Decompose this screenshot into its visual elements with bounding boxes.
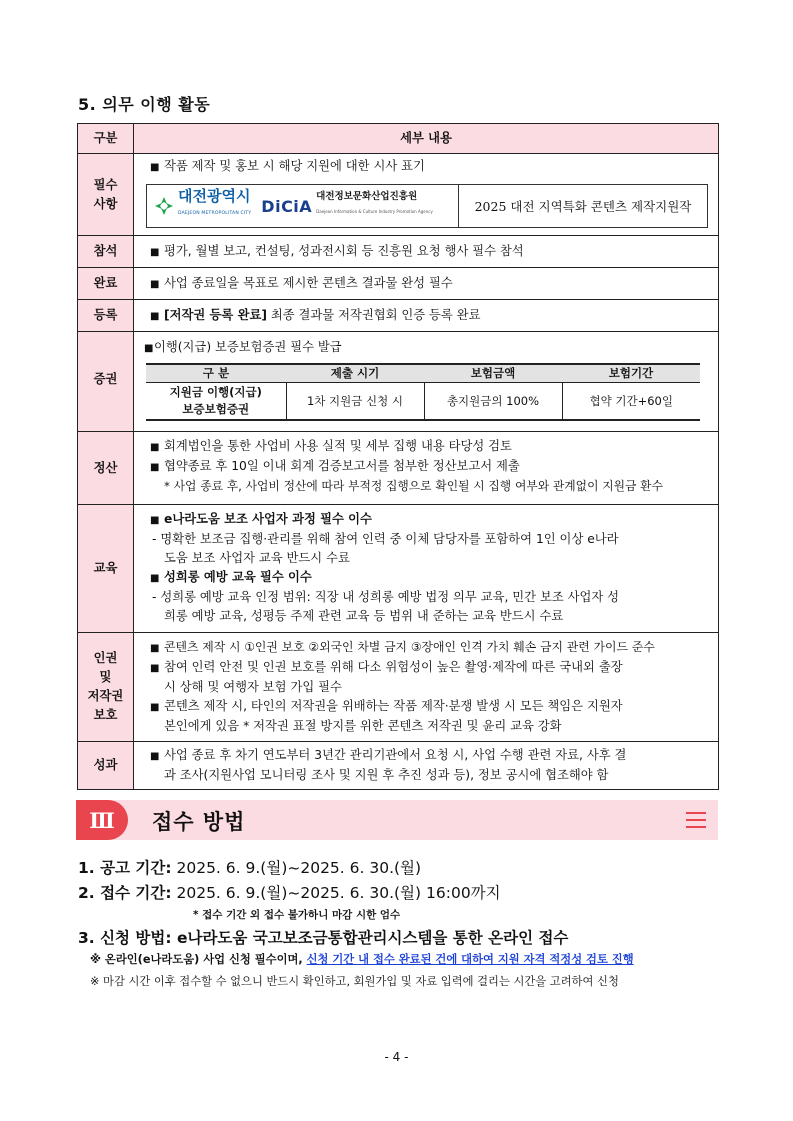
daejeon-city-logo: 대전광역시 DAEJEON METROPOLITAN CITY xyxy=(153,189,251,223)
daejeon-emblem-icon xyxy=(153,195,175,217)
obligation-table xyxy=(77,123,719,790)
deadline-note: * 접수 기간 외 접수 불가하니 마감 시한 엄수 xyxy=(193,909,401,921)
dicia-logo: DiCiA 대전정보문화산업진흥원 Daejeon Information & Culture Industry Promotion Agency xyxy=(261,191,433,216)
category-education: 교육 xyxy=(78,505,134,633)
review-link: 신청 기간 내 접수 완료된 건에 대하여 지원 자격 적정성 검토 진행 xyxy=(306,953,634,966)
bullet-icon: ■ xyxy=(150,643,160,654)
category-result: 성과 xyxy=(78,742,134,790)
section-heading: 접수 방법 xyxy=(152,810,246,834)
deadline-warning: ※ 마감 시간 이후 접수할 수 없으니 반드시 확인하고, 회원가입 및 자료 입력에 걸리는 시간을 고려하여 신청 xyxy=(90,975,619,988)
row-rights: 인권 및 저작권 보호 ■ 콘텐츠 제작 시 ①인권 보호 ②외국인 차별 금지 ③장애인 인격 가치 훼손 금지 관련 가이드 준수 ■ 참여 인력 안전 및 인권 보호를 위해 다소 위험성이 높은 촬영·제작에 따른 국내외 출장 시 상해 및 여행자 보험 가입 필수 ■ 콘텐츠 제작 시, 타인의 저작권을 위배하는 작품 제작·분쟁 발생 시 모든 책임은 지원자 본인에게 있음 * 저작권 표절 방지를 위한 콘텐츠 저작권 및 윤리 교육 강화 xyxy=(78,633,719,742)
category-attend: 참석 xyxy=(78,236,134,268)
category-settle: 정산 xyxy=(78,432,134,505)
row-attend: 참석 ■ 평가, 월별 보고, 컨설팅, 성과전시회 등 진흥원 요청 행사 필수 참석 xyxy=(78,236,719,268)
bullet-icon: ■ xyxy=(150,515,160,526)
bullet-icon: ■ xyxy=(150,663,160,674)
section-number: Ⅲ xyxy=(76,800,128,840)
online-note: ※ 온라인(e나라도움) 사업 신청 필수이며, 신청 기간 내 접수 완료된 건에 대하여 지원 자격 적정성 검토 진행 xyxy=(90,953,634,966)
row-settle: 정산 ■ 회계법인을 통한 사업비 사용 실적 및 세부 집행 내용 타당성 검토 ■ 협약종료 후 10일 이내 회계 검증보고서를 첨부한 정산보고서 제출 * 사업 종료 후, 사업비 정산에 따라 부적정 집행으로 확인될 시 집행 여부와 관계없이 지원금 환수 xyxy=(78,432,719,505)
header-detail: 세부 내용 xyxy=(134,124,719,154)
sponsor-logos xyxy=(147,185,459,227)
bullet-icon: ■ xyxy=(150,573,160,584)
row-education: 교육 ■ e나라도움 보조 사업자 과정 필수 이수 - 명확한 보조금 집행·관리를 위해 참여 인력 중 이체 담당자를 포함하여 1인 이상 e나라 도움 보조 사업자 교육 반드시 수료 ■ 성희롱 예방 교육 필수 이수 - 성희롱 예방 교육 인정 범위: 직장 내 성희롱 예방 법정 의무 교육, 민간 보조 사업자 성 희롱 예방 교육, 성평등 주제 관련 교육 등 범위 내 준하는 교육 반드시 수료 xyxy=(78,505,719,633)
credit-box xyxy=(146,184,708,228)
category-complete: 완료 xyxy=(78,268,134,300)
bullet-icon: ■ xyxy=(144,343,154,354)
category-rights: 인권 및 저작권 보호 xyxy=(78,633,134,742)
bullet-icon: ■ xyxy=(150,751,160,762)
bullet-icon: ■ xyxy=(150,162,160,173)
section-title: 5. 의무 이행 활동 xyxy=(78,95,211,114)
bullet-icon: ■ xyxy=(150,442,160,453)
category-obligation: 필수 사항 xyxy=(78,154,134,236)
bond-table: 구 분 제출 시기 보험금액 보험기간 지원금 이행(지급) 보증보험증권 1차 지원금 신청 시 총지원금의 100% 협약 기간+60일 xyxy=(146,363,700,421)
page-number: - 4 - xyxy=(384,1050,409,1064)
apply-method: 3. 신청 방법: e나라도움 국고보조금통합관리시스템을 통한 온라인 접수 xyxy=(78,929,569,947)
row-complete: 완료 ■ 사업 종료일을 목표로 제시한 콘텐츠 결과물 완성 필수 xyxy=(78,268,719,300)
receipt-period: 2. 접수 기간: 2025. 6. 9.(월)~2025. 6. 30.(월) 16:00까지 xyxy=(78,884,501,902)
category-register: 등록 xyxy=(78,300,134,332)
row-obligation: 필수 사항 ■ 작품 제작 및 홍보 시 해당 지원에 대한 시사 표기 대전광역시 DAEJEON METROPOLITAN CITY DiCiA 대전정보문화산업진흥원 Daejeon Information & Culture Industry Promotion Agency 2025 대전 지역특화 콘텐츠 제작지원작 xyxy=(78,154,719,236)
section-header-bar xyxy=(76,800,718,840)
header-category: 구분 xyxy=(78,124,134,154)
row-register: 등록 ■ [저작권 등록 완료] 최종 결과물 저작권협회 인증 등록 완료 xyxy=(78,300,719,332)
category-bond: 증권 xyxy=(78,332,134,432)
row-result: 성과 ■ 사업 종료 후 차기 연도부터 3년간 관리기관에서 요청 시, 사업 수행 관련 자료, 사후 결 과 조사(지원사업 모니터링 조사 및 지원 후 추진 성과 등), 정보 공시에 협조해야 함 xyxy=(78,742,719,790)
credit-text: 2025 대전 지역특화 콘텐츠 제작지원작 xyxy=(474,198,692,214)
announce-period: 1. 공고 기간: 2025. 6. 9.(월)~2025. 6. 30.(월) xyxy=(78,859,422,877)
row-bond: 증권 ■이행(지급) 보증보험증권 필수 발급 구 분 제출 시기 보험금액 보험기간 지원금 이행(지급) 보증보험증권 1차 지원금 신청 시 총지원금의 100% 협약 기간+60일 xyxy=(78,332,719,432)
bullet-icon: ■ xyxy=(150,310,160,322)
menu-icon xyxy=(686,812,706,828)
table-header-row xyxy=(78,124,719,154)
bullet-icon: ■ xyxy=(150,278,160,290)
bond-row-label: 지원금 이행(지급) 보증보험증권 xyxy=(146,383,286,421)
bullet-icon: ■ xyxy=(150,702,160,713)
bullet-icon: ■ xyxy=(150,462,160,473)
bullet-icon: ■ xyxy=(150,246,160,258)
